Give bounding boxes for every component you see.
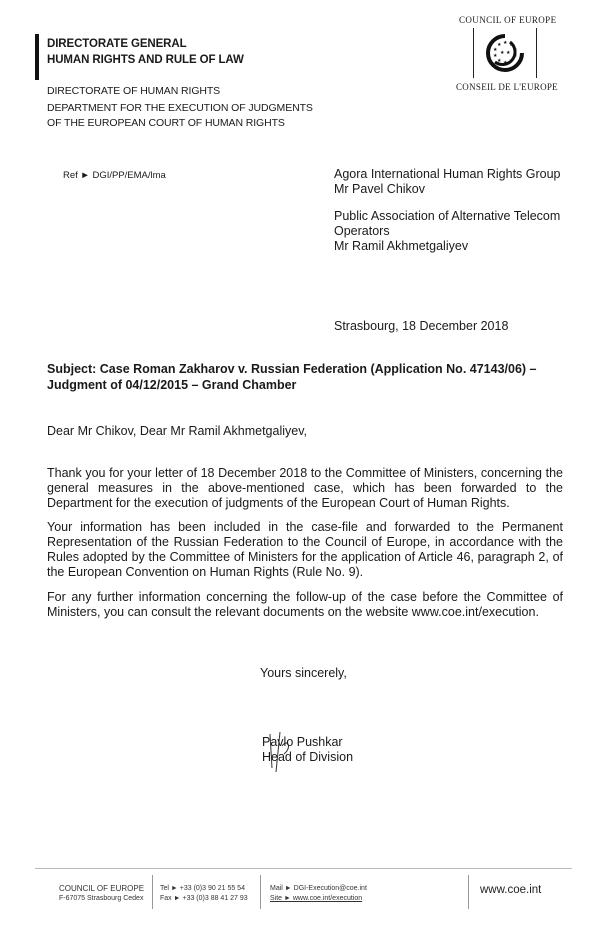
footer-mail-link[interactable]: Mail ► DGI-Execution@coe.int (270, 885, 367, 892)
paragraph-3: For any further information concerning the follow-up of the case before the Committee of Ministers, you can consult the relevant documents on the website www.coe.int/execution. (47, 590, 563, 619)
svg-text:★: ★ (506, 50, 511, 56)
subject-line1: Subject: Case Roman Zakharov v. Russian Federation (Application No. 47143/06) – (47, 362, 537, 376)
svg-text:★: ★ (497, 42, 502, 48)
coe-name-fr: CONSEIL DE L'EUROPE (456, 82, 558, 92)
directorate-line: DIRECTORATE OF HUMAN RIGHTS (47, 85, 221, 97)
svg-text:★: ★ (513, 53, 518, 59)
svg-text:★: ★ (503, 40, 508, 46)
coe-name-en: COUNCIL OF EUROPE (459, 15, 557, 25)
reference: Ref ► DGI/PP/EMA/lma (63, 170, 166, 181)
svg-text:★: ★ (493, 47, 498, 53)
recipient-line3: Public Association of Alternative Telecom (334, 209, 561, 223)
recipient-line5: Mr Ramil Akhmetgaliyev (334, 239, 469, 253)
svg-text:★: ★ (503, 60, 508, 66)
footer-tel: Tel ► +33 (0)3 90 21 55 54 (160, 885, 245, 892)
footer-address: F-67075 Strasbourg Cedex (59, 895, 144, 902)
department-line1: DEPARTMENT FOR THE EXECUTION OF JUDGMENTS (47, 102, 313, 114)
footer-separator-2 (260, 875, 261, 909)
svg-text:★: ★ (509, 42, 514, 48)
svg-text:★: ★ (509, 58, 514, 64)
paragraph-2: Your information has been included in the case-file and forwarded to the Permanent Representation of the Russian Federation to the Council of Europe, in accordance with the Rules adopted by the Committee of Ministers for the application of Article 46, paragraph 2, of the European Convention on Human Rights (Rule No. 9). (47, 520, 563, 579)
svg-text:★: ★ (500, 50, 505, 56)
paragraph-1: Thank you for your letter of 18 December 2018 to the Committee of Ministers, concerning the general measures in the above-mentioned case, which has been forwarded to the Department for the execution of judgments of the European Court of Human Rights. (47, 466, 563, 510)
closing: Yours sincerely, (260, 666, 347, 680)
footer-separator-1 (152, 875, 153, 909)
directorate-general-line1: DIRECTORATE GENERAL (47, 38, 187, 50)
footer-website-link[interactable]: www.coe.int (480, 884, 542, 896)
salutation: Dear Mr Chikov, Dear Mr Ramil Akhmetgaliyev, (47, 424, 308, 438)
letter-date: Strasbourg, 18 December 2018 (334, 319, 509, 333)
footer-separator-3 (468, 875, 469, 909)
directorate-general-line2: HUMAN RIGHTS AND RULE OF LAW (47, 54, 244, 66)
recipient-line2: Mr Pavel Chikov (334, 182, 425, 196)
svg-text:★: ★ (513, 47, 518, 53)
subject-line2: Judgment of 04/12/2015 – Grand Chamber (47, 378, 297, 392)
department-line2: OF THE EUROPEAN COURT OF HUMAN RIGHTS (47, 117, 285, 129)
signatory-name: Pavlo Pushkar (262, 735, 343, 749)
svg-text:★: ★ (493, 53, 498, 59)
coe-logo-frame (473, 28, 537, 78)
signatory-title: Head of Division (262, 750, 354, 764)
footer-org: COUNCIL OF EUROPE (59, 884, 145, 893)
header-bar (35, 34, 39, 80)
footer-fax: Fax ► +33 (0)3 88 41 27 93 (160, 895, 248, 902)
footer-divider (35, 868, 572, 869)
recipient-line4: Operators (334, 224, 390, 238)
footer-site-link[interactable]: Site ► www.coe.int/execution (270, 895, 363, 902)
recipient-line1: Agora International Human Rights Group (334, 167, 561, 181)
council-of-europe-stars-logo-icon (474, 28, 536, 78)
svg-text:★: ★ (497, 58, 502, 64)
